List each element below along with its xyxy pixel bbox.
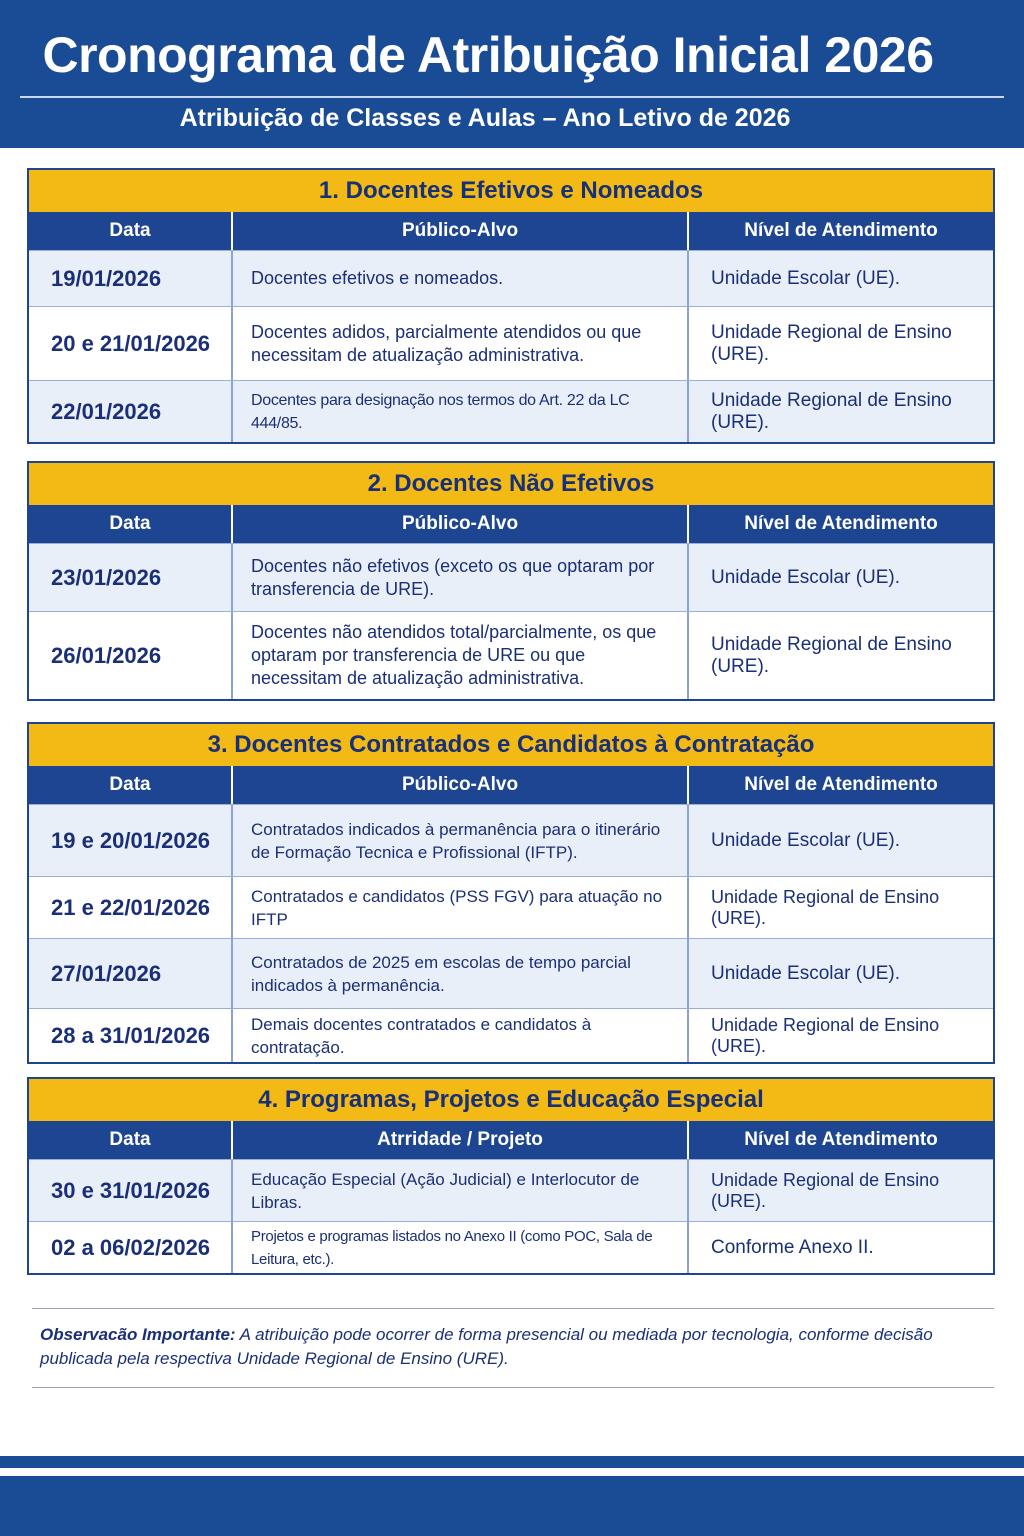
footer-band (0, 1476, 1024, 1536)
footer-stripe-top (0, 1456, 1024, 1468)
important-note (32, 1308, 994, 1388)
row-level: Unidade Regional de Ensino (URE). (711, 1014, 940, 1056)
row-level: Unidade Regional de Ensino (URE). (711, 886, 940, 928)
section-title: 3. Docentes Contratados e Candidatos à Contratação (29, 724, 993, 766)
row-target: Demais docentes contratados e candidatos à contratação. (233, 1009, 689, 1062)
section-efetivos (27, 168, 995, 444)
section-title: 1. Docentes Efetivos e Nomeados (29, 170, 993, 212)
note-text: A atribuição pode ocorrer de forma presencial ou mediada por tecnologia, conforme decisão publicada pela respectiva Unidade Regional de Ensino (URE). (40, 1325, 933, 1368)
section-nao-efetivos (27, 461, 995, 701)
table-row (29, 380, 993, 442)
row-target: Projetos e programas listados no Anexo II (como POC, Sala de Leitura, etc.). (233, 1222, 689, 1273)
header-publico-alvo: Público-Alvo (233, 766, 689, 804)
row-date: 20 e 21/01/2026 (29, 307, 233, 380)
note-label: Observacão Importante: (40, 1325, 236, 1344)
row-date: 19 e 20/01/2026 (29, 805, 233, 876)
row-date: 02 a 06/02/2026 (29, 1222, 233, 1273)
row-date: 23/01/2026 (29, 544, 233, 611)
row-date: 30 e 31/01/2026 (29, 1160, 233, 1221)
row-date: 21 e 22/01/2026 (29, 877, 233, 938)
header-atividade-projeto: Atrridade / Projeto (233, 1121, 689, 1159)
header-divider (20, 96, 1004, 98)
row-level: Unidade Escolar (UE). (711, 566, 901, 588)
row-target: Docentes não atendidos total/parcialmente, os que optaram por transferencia de URE ou que necessitam de atualização administrativa. (233, 612, 689, 699)
row-level: Unidade Regional de Ensino (URE). (711, 321, 952, 365)
row-date: 22/01/2026 (29, 381, 233, 442)
table-row (29, 1159, 993, 1221)
row-target: Contratados e candidatos (PSS FGV) para atuação no IFTP (233, 877, 689, 938)
row-date: 19/01/2026 (29, 251, 233, 306)
row-level: Unidade Escolar (UE). (711, 267, 901, 289)
page-subtitle: Atribuição de Classes e Aulas – Ano Letivo de 2026 (179, 104, 791, 132)
row-target: Contratados indicados à permanência para o itinerário de Formação Tecnica e Profissional (IFTP). (233, 805, 689, 876)
table-header (29, 212, 993, 250)
table-row (29, 543, 993, 611)
table-header (29, 505, 993, 543)
section-programas (27, 1077, 995, 1275)
row-target: Docentes não efetivos (exceto os que optaram por transferencia de URE). (233, 544, 689, 611)
page-title: Cronograma de Atribuição Inicial 2026 (42, 27, 934, 83)
row-date: 27/01/2026 (29, 939, 233, 1008)
header-nivel: Nível de Atendimento (744, 513, 938, 534)
row-level: Unidade Regional de Ensino (URE). (711, 1169, 940, 1211)
header-nivel: Nível de Atendimento (744, 774, 938, 795)
header-data: Data (29, 1121, 233, 1159)
row-target: Docentes efetivos e nomeados. (233, 251, 689, 306)
row-level: Unidade Escolar (UE). (711, 962, 901, 984)
header-publico-alvo: Público-Alvo (233, 212, 689, 250)
row-target: Contratados de 2025 em escolas de tempo parcial indicados à permanência. (233, 939, 689, 1008)
section-title: 2. Docentes Não Efetivos (29, 463, 993, 505)
page-header (0, 0, 1024, 148)
table-header (29, 766, 993, 804)
section-contratados (27, 722, 995, 1064)
row-date: 28 a 31/01/2026 (29, 1009, 233, 1062)
table-row (29, 1008, 993, 1062)
header-data: Data (29, 212, 233, 250)
table-row (29, 1221, 993, 1273)
row-level: Unidade Escolar (UE). (711, 829, 901, 851)
row-target: Docentes para designação nos termos do Art. 22 da LC 444/85. (233, 381, 689, 442)
table-row (29, 250, 993, 306)
row-level: Unidade Regional de Ensino (URE). (711, 633, 952, 677)
row-level: Unidade Regional de Ensino (URE). (711, 389, 952, 433)
header-data: Data (29, 505, 233, 543)
header-publico-alvo: Público-Alvo (233, 505, 689, 543)
table-header (29, 1121, 993, 1159)
table-row (29, 804, 993, 876)
row-target: Docentes adidos, parcialmente atendidos ou que necessitam de atualização administrativa. (233, 307, 689, 380)
section-title: 4. Programas, Projetos e Educação Especial (29, 1079, 993, 1121)
table-row (29, 876, 993, 938)
table-row (29, 938, 993, 1008)
row-date: 26/01/2026 (29, 612, 233, 699)
row-level: Conforme Anexo II. (711, 1236, 874, 1258)
header-nivel: Nível de Atendimento (744, 1129, 938, 1150)
table-row (29, 611, 993, 699)
header-nivel: Nível de Atendimento (744, 220, 938, 241)
table-row (29, 306, 993, 380)
header-data: Data (29, 766, 233, 804)
row-target: Educação Especial (Ação Judicial) e Interlocutor de Libras. (233, 1160, 689, 1221)
footer-stripe-gap (0, 1468, 1024, 1476)
